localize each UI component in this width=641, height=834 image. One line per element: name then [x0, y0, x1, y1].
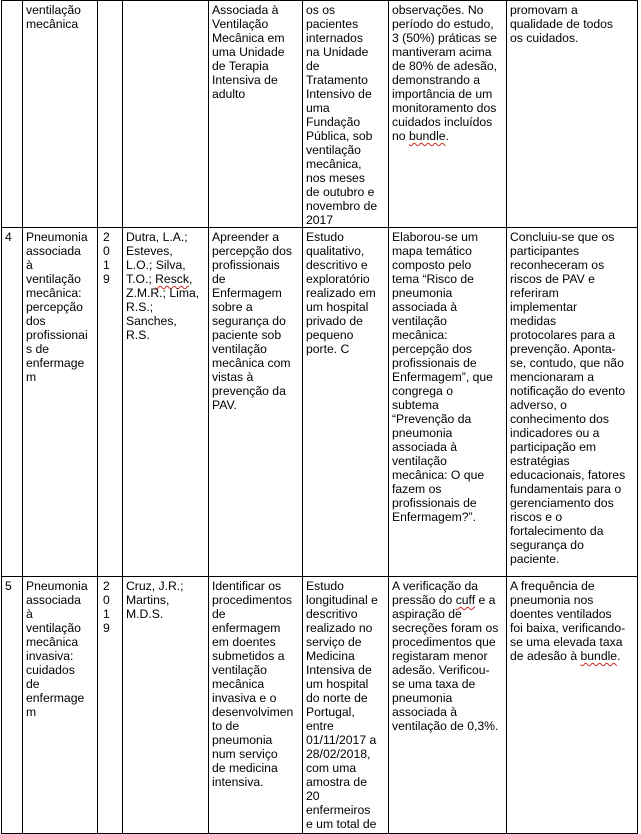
cuff-term: cuff — [455, 593, 476, 607]
authors-cell — [123, 1, 209, 228]
bundle-term: bundle — [408, 129, 446, 143]
objective-cell: Apreender a percepção dos profissionais de Enfermagem sobre a segurança do paciente sob ventilação mecânica com vistas à prevenção da PAV. — [209, 228, 303, 577]
conclusion-cell: Concluiu-se que os participantes reconheceram os riscos de PAV e referiram implementar medidas protocolares para a prevenção. Aponta- se, contudo, que não mencionaram a notificação do evento adverso, o conhecimento dos indicadores ou a participação em estratégias educacionais, fatores fundamentais para o gerenciamento dos riscos e o fortalecimento da segurança do paciente. — [507, 228, 638, 577]
table-row — [2, 1, 638, 228]
authors-cell: Cruz, J.R.; Martins, M.D.S. — [123, 577, 209, 834]
author-name: Resck — [155, 272, 189, 286]
year-cell: 2 0 1 9 — [98, 577, 123, 834]
title-cell: Pneumonia associada à ventilação mecânica: percepção dos profissionai s de enfermage m — [23, 228, 98, 577]
objective-cell: Identificar os procedimentos de enfermagem em doentes submetidos a ventilação mecânica invasiva e o desenvolvimen to de pneumonia num serviço de medicina intensiva. — [209, 577, 303, 834]
results-cell: Elaborou-se um mapa temático composto pelo tema “Risco de pneumonia associada à ventilação mecânica: percepção dos profissionais de Enfermagem”, que congrega o subtema “Prevenção da pneumonia associada à ventilação mecânica: O que fazem os profissionais de Enfermagem?”. — [389, 228, 507, 577]
conclusion-cell: A frequência de pneumonia nos doentes ventilados foi baixa, verificando- se uma elevada taxa de adesão à bundle. — [507, 577, 638, 834]
row-number: 5 — [2, 577, 23, 834]
title-cell: Pneumonia associada à ventilação mecânica invasiva: cuidados de enfermage m — [23, 577, 98, 834]
row-number: 4 — [2, 228, 23, 577]
bundle-term: bundle — [580, 649, 618, 663]
authors-cell: Dutra, L.A.; Esteves, L.O.; Silva, T.O.; Resck, Z.M.R.; Lima, R.S.; Sanches, R.S. — [123, 228, 209, 577]
table-row — [2, 577, 638, 834]
conclusion-cell: promovam a qualidade de todos os cuidados. — [507, 1, 638, 228]
row-number — [2, 1, 23, 228]
results-cell: observações. No período do estudo, 3 (50%) práticas se mantiveram acima de 80% de adesão, demonstrando a importância de um monitoramento dos cuidados incluídos no bundle. — [389, 1, 507, 228]
articles-table — [1, 0, 638, 834]
results-cell: A verificação da pressão do cuff e a aspiração de secreções foram os procedimentos que registaram menor adesão. Verificou- se uma taxa de pneumonia associada à ventilação de 0,3%. — [389, 577, 507, 834]
year-cell: 2 0 1 9 — [98, 228, 123, 577]
method-cell: Estudo qualitativo, descritivo e exploratório realizado em um hospital privado de pequeno porte. C — [303, 228, 389, 577]
method-cell: Estudo longitudinal e descritivo realizado no serviço de Medicina Intensiva de um hospital do norte de Portugal, entre 01/11/2017 a 28/02/2018, com uma amostra de 20 enfermeiros e um total de — [303, 577, 389, 834]
year-cell — [98, 1, 123, 228]
table-row — [2, 228, 638, 577]
objective-cell: Associada à Ventilação Mecânica em uma Unidade de Terapia Intensiva de adulto — [209, 1, 303, 228]
method-cell: os os pacientes internados na Unidade de Tratamento Intensivo de uma Fundação Pública, sob ventilação mecânica, nos meses de outubro e novembro de 2017 — [303, 1, 389, 228]
title-cell: ventilação mecânica — [23, 1, 98, 228]
